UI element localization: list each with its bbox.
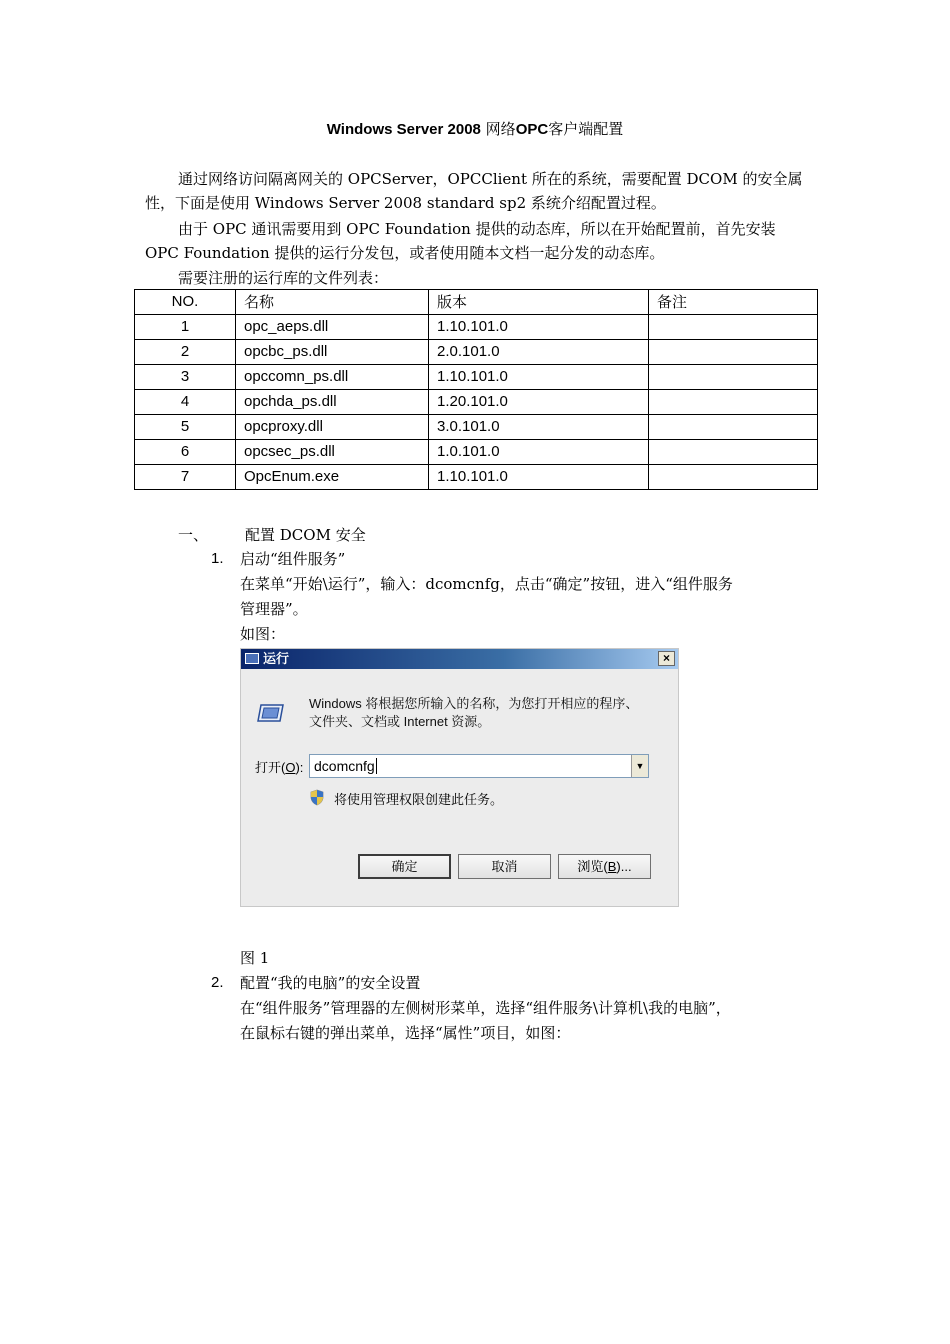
cell-version: 1.10.101.0 [429,365,649,390]
intro-p3: 需要注册的运行库的文件列表： [178,269,389,287]
dropdown-arrow-icon[interactable]: ▼ [631,755,648,777]
table-row [135,415,818,440]
header-note: 备注 [649,290,818,315]
open-label-suffix: ): [295,760,304,775]
cell-note [649,340,818,365]
header-version: 版本 [429,290,649,315]
run-dialog-screenshot [240,648,679,907]
cell-name: opchda_ps.dll [236,390,429,415]
intro-p1-line1: 通过网络访问隔离网关的 OPCServer，OPCClient 所在的系统，需要配置 DCOM 的安全属 [178,170,803,188]
table-row [135,465,818,490]
run-description [309,695,638,731]
cell-no: 6 [135,440,236,465]
cell-name: opccomn_ps.dll [236,365,429,390]
step1-line1: 在菜单“开始\运行”，输入：dcomcnfg，点击“确定”按钮，进入“组件服务 [240,575,733,593]
figure-caption: 图 1 [240,949,270,967]
cell-name: OpcEnum.exe [236,465,429,490]
cell-note [649,440,818,465]
cell-version: 1.10.101.0 [429,315,649,340]
step2-number: 2. [211,974,224,991]
browse-accesskey: B [607,859,617,874]
cell-version: 1.0.101.0 [429,440,649,465]
intro-p2-line2: OPC Foundation 提供的运行分发包，或者使用随本文档一起分发的动态库。 [145,244,665,262]
section1-heading: 配置 DCOM 安全 [245,526,366,544]
page-title [0,119,950,140]
open-input-value: dcomcnfg [314,758,375,774]
cancel-button[interactable]: 取消 [458,854,551,879]
step1-line3: 如图： [240,625,286,643]
cell-no: 7 [135,465,236,490]
step2-line1: 在“组件服务”管理器的左侧树形菜单，选择“组件服务\计算机\我的电脑”， [240,999,731,1017]
browse-label-suffix: )... [616,859,632,874]
close-button[interactable]: × [658,651,675,666]
cell-no: 3 [135,365,236,390]
cell-no: 1 [135,315,236,340]
cell-version: 1.20.101.0 [429,390,649,415]
intro-p1-line2: 性，下面是使用 Windows Server 2008 standard sp2 系统介绍配置过程。 [145,194,666,212]
title-network: 网络 [485,120,516,138]
title-bold-part: Windows Server 2008 [326,121,481,138]
open-input[interactable] [314,757,377,775]
cell-note [649,415,818,440]
open-combobox[interactable] [309,754,649,778]
cell-name: opcbc_ps.dll [236,340,429,365]
cell-name: opcproxy.dll [236,415,429,440]
cell-version: 1.10.101.0 [429,465,649,490]
browse-label-prefix: 浏览( [577,859,608,874]
title-tail: 客户端配置 [548,120,624,138]
step2-title: 配置“我的电脑”的安全设置 [240,974,421,992]
ok-button[interactable]: 确定 [358,854,451,879]
cell-note [649,390,818,415]
run-window-icon [245,653,259,664]
step2-line2: 在鼠标右键的弹出菜单，选择“属性”项目，如图： [240,1024,571,1042]
text-caret [376,758,377,774]
cell-no: 4 [135,390,236,415]
open-label-accesskey: O [285,760,296,775]
open-label [255,759,303,777]
run-dialog-title: 运行 [263,651,290,666]
dll-file-table [134,289,818,490]
cell-version: 3.0.101.0 [429,415,649,440]
browse-button[interactable] [558,854,651,879]
header-no: NO. [135,290,236,315]
cell-note [649,315,818,340]
header-name: 名称 [236,290,429,315]
run-dialog-titlebar [241,649,678,669]
run-description-line1: Windows 将根据您所输入的名称，为您打开相应的程序、 [309,696,639,711]
table-row [135,315,818,340]
run-program-icon [257,703,285,723]
section1-marker: 一、 [178,526,209,544]
table-row [135,365,818,390]
open-label-prefix: 打开( [255,760,286,775]
intro-p2-line1: 由于 OPC 通讯需要用到 OPC Foundation 提供的动态库，所以在开始配置前，首先安装 [178,220,776,238]
admin-note: 将使用管理权限创建此任务。 [334,792,504,807]
table-row [135,340,818,365]
cell-no: 5 [135,415,236,440]
table-row [135,390,818,415]
run-description-line2: 文件夹、文档或 Internet 资源。 [309,714,491,729]
cell-no: 2 [135,340,236,365]
step1-line2: 管理器”。 [240,600,308,618]
title-opc: OPC [515,121,549,138]
table-row [135,440,818,465]
step1-number: 1. [211,550,224,567]
table-header-row [135,290,818,315]
cell-note [649,465,818,490]
cell-name: opcsec_ps.dll [236,440,429,465]
cell-name: opc_aeps.dll [236,315,429,340]
cell-version: 2.0.101.0 [429,340,649,365]
uac-shield-icon [309,789,325,806]
cell-note [649,365,818,390]
step1-title: 启动“组件服务” [240,550,346,568]
